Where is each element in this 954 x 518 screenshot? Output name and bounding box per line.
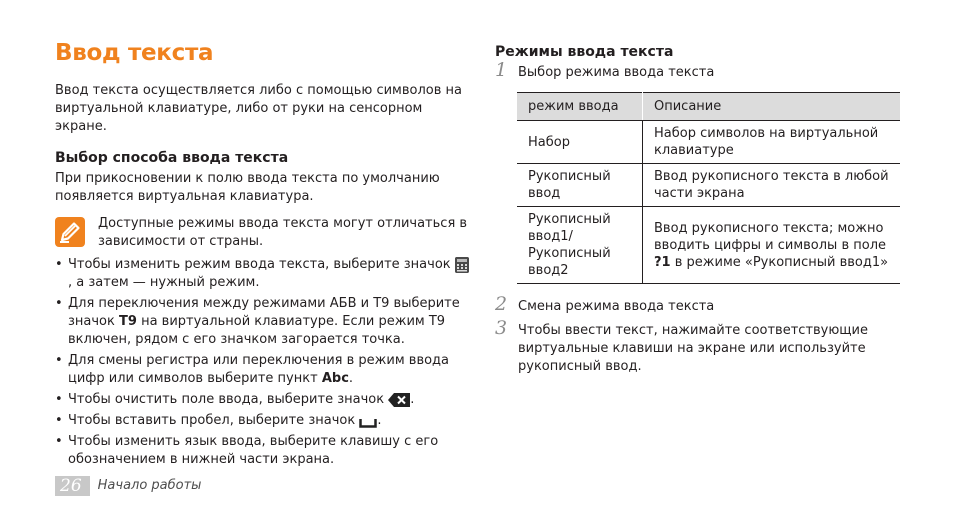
steps [495, 59, 900, 376]
step-number: 2 [495, 293, 508, 315]
list-item: • Чтобы изменить язык ввода, выберите клавишу с его обозначением в нижней части экрана. [55, 433, 470, 469]
intro-text: Ввод текста осуществляется либо с помощью символов на виртуальной клавиатуре, либо от руки на сенсорном экране. [55, 83, 462, 134]
note-icon [55, 217, 85, 247]
table-header: Описание [643, 93, 901, 121]
page-number: 26 [55, 476, 90, 496]
step-number: 1 [495, 59, 508, 81]
keyboard-mode-icon [455, 257, 469, 273]
step-3: 3 Чтобы ввести текст, нажимайте соответствующие виртуальные клавиши на экране или используйте рукописный ввод. [495, 317, 869, 374]
step-1: 1 Выбор режима ввода текста [495, 59, 715, 81]
step-number: 3 [495, 317, 508, 339]
list-item: • Чтобы очистить поле ввода, выберите значок . [55, 391, 470, 409]
left-column [55, 40, 470, 472]
step-2: 2 Смена режима ввода текста [495, 293, 715, 315]
table-row: Рукописный ввод Ввод рукописного текста в любой части экрана [517, 164, 900, 207]
tips-list [55, 256, 470, 469]
space-icon [359, 416, 377, 426]
note-block [55, 215, 470, 251]
list-item: • Для переключения между режимами АБВ и T9 выберите значок T9 на виртуальной клавиатуре. Если режим T9 включен, рядом с его значком загорается точка. [55, 295, 470, 349]
page-title: Ввод текста [55, 40, 214, 66]
delete-icon [388, 393, 410, 407]
method-text: При прикосновении к полю ввода текста по умолчанию появляется виртуальная клавиатура. [55, 171, 440, 204]
modes-heading: Режимы ввода текста [495, 44, 674, 60]
method-heading: Выбор способа ввода текста [55, 150, 289, 166]
list-item: • Чтобы вставить пробел, выберите значок . [55, 412, 470, 430]
table-row: Набор Набор символов на виртуальной клавиатуре [517, 121, 900, 164]
right-column [495, 44, 900, 376]
page-footer [55, 476, 201, 496]
modes-table [517, 92, 900, 284]
note-text: Доступные режимы ввода текста могут отличаться в зависимости от страны. [98, 216, 468, 249]
section-name: Начало работы [97, 478, 202, 493]
table-header: режим ввода [517, 93, 643, 121]
list-item: • Для смены регистра или переключения в режим ввода цифр или символов выберите пункт Abc. [55, 352, 470, 388]
list-item: • Чтобы изменить режим ввода текста, выберите значок , а затем — нужный режим. [55, 256, 470, 292]
table-row: Рукописный ввод1/ Рукописный ввод2 Ввод рукописного текста; можно вводить цифры и символы в поле ?1 в режиме «Рукописный ввод1» [517, 207, 900, 284]
